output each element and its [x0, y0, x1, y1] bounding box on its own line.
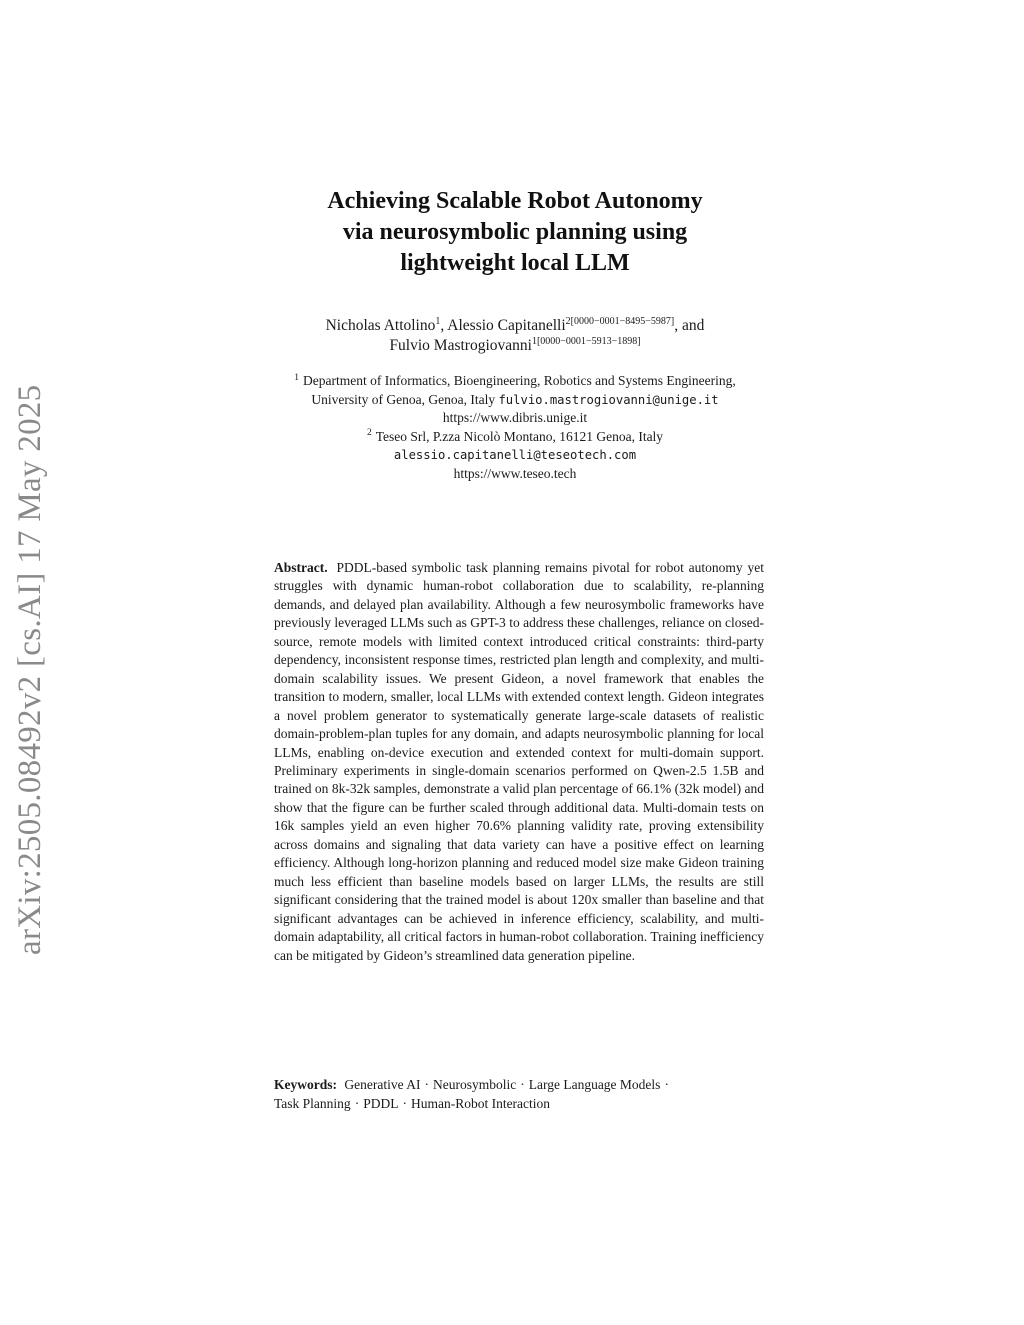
- keywords: [274, 1076, 764, 1113]
- arxiv-identifier[interactable]: arXiv:2505.08492v2 [cs.AI] 17 May 2025: [12, 384, 48, 955]
- affiliation-1-url[interactable]: https://www.dibris.unige.it: [442, 410, 588, 425]
- title-line-3: lightweight local LLM: [400, 250, 630, 276]
- affiliations: [232, 372, 798, 483]
- abstract: [274, 559, 764, 965]
- keyword-separator: ·: [354, 1095, 360, 1111]
- keyword: Human-Robot Interaction: [410, 1095, 551, 1111]
- author-list: [232, 316, 798, 356]
- abstract-label: Abstract.: [274, 560, 328, 575]
- author-affil-mark: 1: [435, 315, 441, 327]
- keyword: Large Language Models: [528, 1077, 661, 1092]
- author-name: Alessio Capitanelli: [447, 317, 566, 334]
- keywords-label: Keywords:: [274, 1077, 337, 1092]
- keyword-separator: ·: [664, 1077, 669, 1092]
- affiliation-mark: 1: [294, 372, 300, 383]
- author-line-1: Nicholas Attolino$^1$, Alessio Capitanelli$^{2[0000-0001-8495-5987]}$, and: [325, 315, 705, 334]
- keyword-separator: ·: [402, 1095, 407, 1111]
- keyword: Task Planning: [274, 1095, 351, 1111]
- author-name: Fulvio Mastrogiovanni: [389, 337, 532, 354]
- affiliation-2-email[interactable]: alessio.capitanelli@teseotech.com: [393, 448, 637, 462]
- paper-title: [232, 186, 798, 279]
- author-orcid: 2[0000−0001−8495−5987]: [565, 315, 675, 327]
- author-email[interactable]: fulvio.mastrogiovanni@unige.it: [498, 392, 719, 407]
- abstract-text: PDDL-based symbolic task planning remains pivotal for robot autonomy yet struggles with dynamic human-robot collaboration due to scalability, re-planning demands, and delayed plan availability. Although a few neurosymbolic frameworks have previously leveraged LLMs such as GPT-3 to address these challenges, reliance on closed-source, remote models with limited context introduced critical constraints: third-party dependency, inconsistent response times, restricted plan length and complexity, and multi-domain scalability issues. We present Gideon, a novel framework that enables the transition to modern, smaller, local LLMs with extended context length. Gideon integrates a novel problem generator to systematically generate large-scale datasets of realistic domain-problem-plan tuples for any domain, and adapts neurosymbolic planning for local LLMs, enabling on-device execution and extended context for multi-domain support. Preliminary experiments in single-domain scenarios performed on Qwen-2.5 1.5B and trained on 8k-32k samples, demonstrate a valid plan percentage of 66.1% (32k model) and show that the figure can be further scaled through additional data. Multi-domain tests on 16k samples yield an even higher 70.6% planning validity rate, proving extensibility across domains and signaling that data variety can have a positive effect on learning efficiency. Although long-horizon planning and reduced model size make Gideon training much less efficient than baseline models based on larger LLMs, the results are still significant considering that the trained model is about 120x smaller than baseline and that significant advantages can be achieved in inference efficiency, scalability, and multi-domain adaptability, all critical factors in human-robot collaboration. Training inefficiency can be mitigated by Gideon’s streamlined data generation pipeline.: [274, 560, 764, 963]
- title-line-1: Achieving Scalable Robot Autonomy: [327, 188, 703, 214]
- affiliation-mark: 2: [366, 428, 372, 438]
- keyword: Generative AI: [344, 1077, 421, 1092]
- author-joiner: , and: [674, 317, 705, 334]
- affiliation-2-line-1: $^2$ Teseo Srl, P.zza Nicolò Montano, 16121 Genoa, Italy: [366, 428, 664, 444]
- author-name: Nicholas Attolino: [325, 317, 436, 334]
- keyword: Neurosymbolic: [432, 1077, 517, 1092]
- keyword: PDDL: [363, 1095, 399, 1111]
- keyword-separator: ·: [520, 1077, 525, 1092]
- affiliation-1-line-2: University of Genoa, Genoa, Italy fulvio.mastrogiovanni@unige.it: [311, 391, 719, 407]
- title-line-2: via neurosymbolic planning using: [342, 219, 688, 245]
- affiliation-2-url[interactable]: https://www.teseo.tech: [453, 465, 577, 481]
- keyword-separator: ·: [424, 1077, 429, 1092]
- author-orcid: 1[0000−0001−5913−1898]: [531, 335, 641, 347]
- affiliation-1-line-1: $^1$ Department of Informatics, Bioengineering, Robotics and Systems Engineering,: [294, 372, 736, 388]
- author-line-2: [232, 336, 798, 356]
